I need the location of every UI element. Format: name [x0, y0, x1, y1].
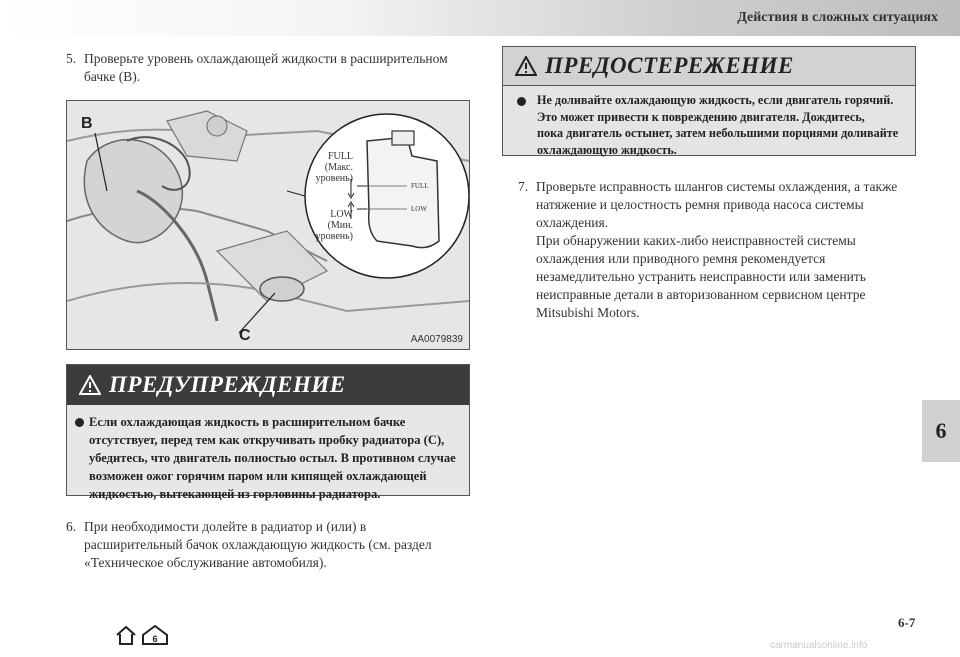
warning-line: жидкостью, вытекающей из горловины радиатора. — [89, 487, 381, 501]
engine-illustration — [66, 100, 470, 350]
warning-title: ПРЕДУПРЕЖДЕНИЕ — [109, 372, 346, 397]
step-7 — [518, 178, 918, 322]
warning-triangle-icon — [79, 375, 101, 395]
step-6 — [66, 518, 476, 572]
low-sub-1: (Мин. — [327, 220, 353, 231]
step-text: Проверьте уровень охлаждающей жидкости в расширительном — [84, 51, 448, 66]
step-text: охлаждения или приводного ремня рекомендуется — [536, 251, 826, 266]
step-text: Mitsubishi Motors. — [536, 305, 640, 320]
step-text: бачке (B). — [84, 69, 141, 84]
warning-box — [66, 364, 470, 501]
warning-heading — [67, 365, 469, 405]
step-text: При обнаружении каких-либо неисправностей системы — [536, 233, 856, 248]
page-number: 6-7 — [898, 615, 916, 630]
figure-code: AA0079839 — [410, 334, 463, 345]
book-icon-label: 6 — [152, 634, 158, 644]
step-number: 7. — [518, 179, 529, 194]
step-text: Проверьте исправность шлангов системы охлаждения, а также — [536, 179, 898, 194]
book-icon[interactable] — [143, 626, 167, 644]
bullet-icon — [517, 97, 526, 106]
chapter-tab[interactable]: 6 — [922, 400, 960, 462]
caution-line: Не доливайте охлаждающую жидкость, если двигатель горячий. — [537, 93, 894, 107]
tank-full-mark: FULL — [411, 182, 429, 190]
engine-drawing — [67, 101, 469, 349]
step-number: 6. — [66, 519, 77, 534]
step-5 — [66, 50, 476, 86]
step-text: «Техническое обслуживание автомобиля). — [84, 555, 327, 570]
caution-line: Это может привести к повреждению двигателя. Дождитесь, — [537, 109, 865, 124]
warning-line: убедитесь, что двигатель полностью остыл. В противном случае — [89, 451, 456, 465]
tank-low-mark: LOW — [411, 205, 427, 213]
label-c: C — [239, 327, 251, 344]
caution-title: ПРЕДОСТЕРЕЖЕНИЕ — [545, 53, 794, 78]
warning-line: отсутствует, перед тем как откручивать пробку радиатора (C), — [89, 433, 445, 447]
caution-line: охлаждающую жидкость. — [537, 142, 677, 157]
caution-triangle-icon — [515, 56, 537, 76]
step-text: незамедлительно устранить неисправности или заменить — [536, 269, 866, 284]
low-label: LOW — [330, 209, 353, 220]
watermark: carmanualsonline.info — [770, 640, 868, 651]
caution-heading — [503, 47, 915, 86]
warning-text — [67, 405, 469, 509]
step-text: неисправные детали в авторизованном сервисном центре — [536, 287, 866, 302]
warning-line: Если охлаждающая жидкость в расширительном бачке — [89, 415, 406, 429]
caution-box — [502, 46, 916, 156]
home-icon[interactable] — [117, 627, 135, 644]
low-sub-2: уровень) — [315, 231, 353, 242]
caution-text — [503, 86, 915, 164]
step-text: расширительный бачок охлаждающую жидкость (см. раздел — [84, 537, 432, 552]
bottom-nav-icons[interactable] — [115, 624, 175, 646]
step-text: охлаждения. — [536, 215, 609, 230]
step-number: 5. — [66, 51, 77, 66]
bullet-icon — [75, 418, 84, 427]
full-label: FULL — [328, 151, 353, 162]
step-text: При необходимости долейте в радиатор и (или) в — [84, 519, 367, 534]
low-callout — [305, 209, 353, 242]
step-text: натяжение и целостность ремня привода насоса системы — [536, 197, 864, 212]
label-b: B — [81, 115, 93, 132]
warning-line: возможен ожог горячим паром или кипящей охлаждающей — [89, 469, 427, 483]
caution-line: пока двигатель остынет, затем небольшими порциями доливайте — [537, 126, 899, 140]
full-sub-1: (Макс. — [324, 162, 353, 173]
full-callout — [305, 151, 353, 184]
full-sub-2: уровень) — [315, 173, 353, 184]
section-title: Действия в сложных ситуациях — [737, 10, 938, 25]
